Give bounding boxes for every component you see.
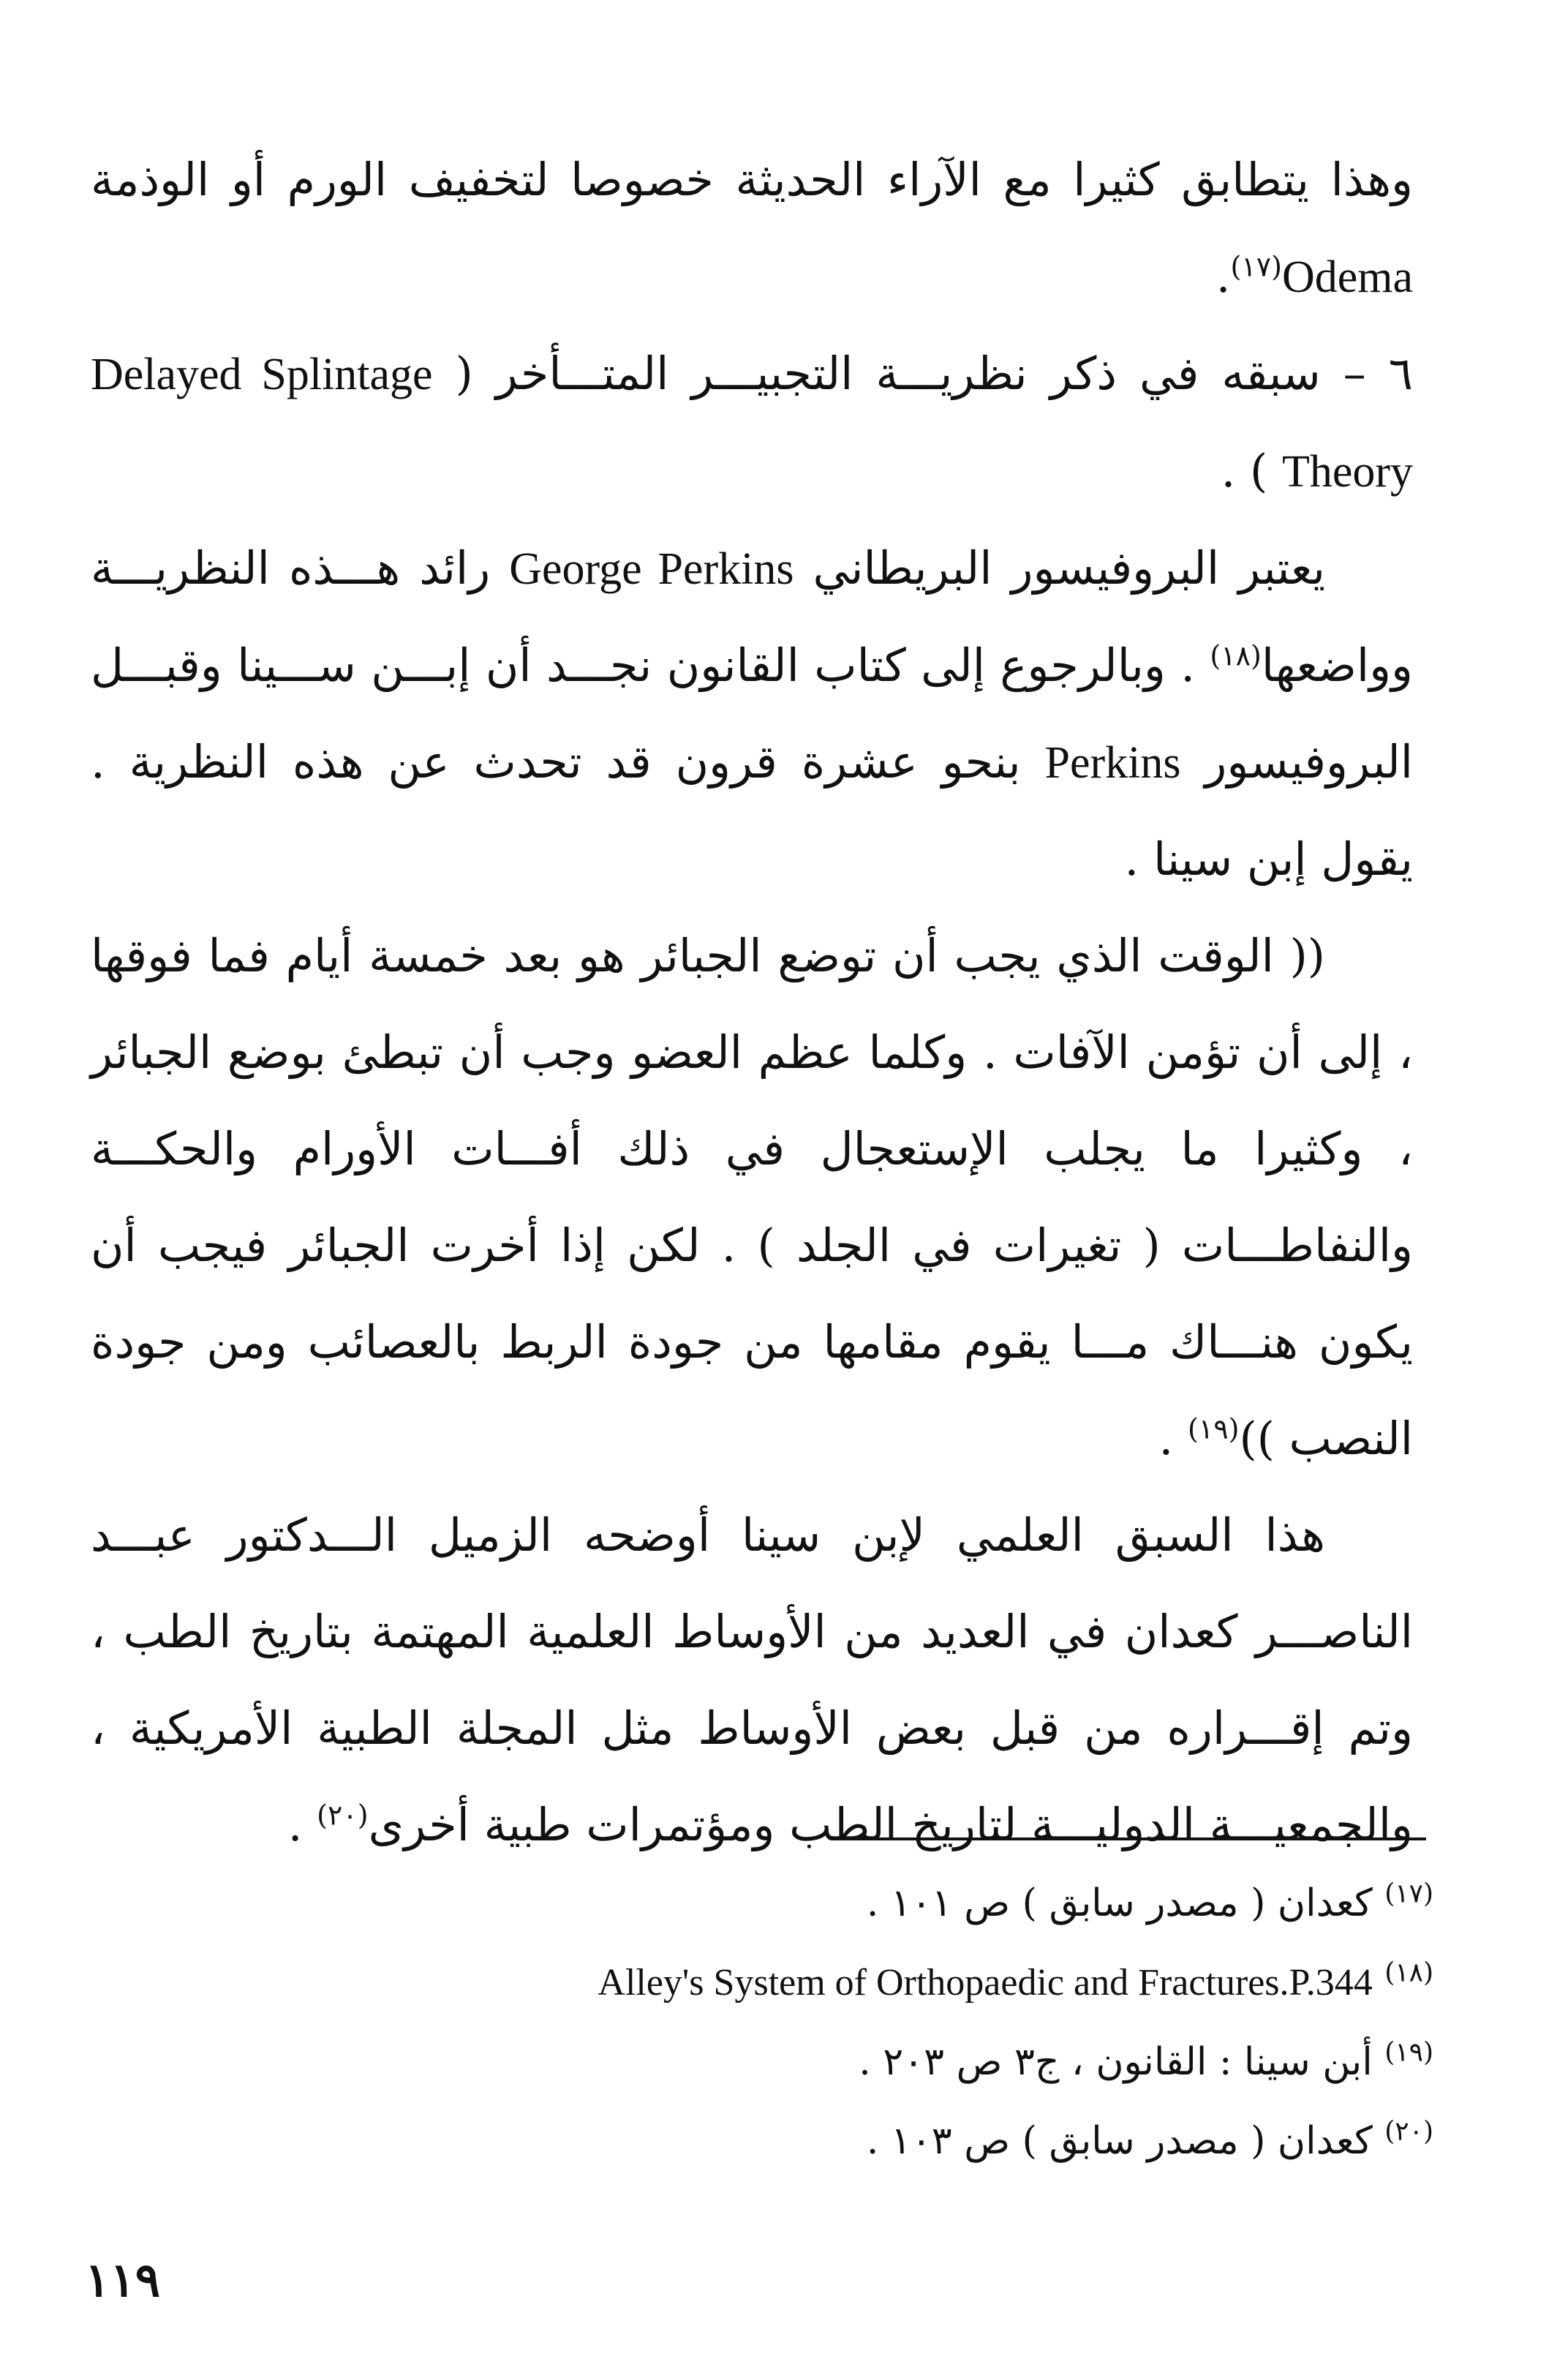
footnote-reference: (١٩) — [1187, 1412, 1240, 1445]
quote-text: (( الوقت الذي يجب أن توضع الجبائر هو بعد خمسة أيام فما فوقها ، إلى أن تؤمن الآفات . وكلما عظم العضو وجب أن تبطئ بوضع الجبائر ، وكثيرا ما يجلب الإستعجال في ذلك أفـــات الأورام والحكـــة والنفاطـــات ( تغيرات في الجلد ) . لكن إذا أخرت الجبائر فيجب أن يكون هنـــاك مـــا يقوم مقامها من جودة الربط بالعصائب ومن جودة النصب )) — [91, 929, 1413, 1465]
page-number: ١١٩ — [85, 2253, 161, 2308]
footnote-20 — [366, 2102, 1433, 2181]
footnotes — [366, 1864, 1433, 2181]
paragraph-text: هذا السبق العلمي لإبن سينا أوضحه الزميل الـــدكتور عبـــد الناصـــر كعدان في العديد من الأوساط العلمية المهتمة بتاريخ الطب ، وتم إقـــراره من قبل بعض الأوساط مثل المجلة الطبية الأمريكية ، والجمعيـــة الدوليـــة لتاريخ الطب ومؤتمرات طبية أخرى — [91, 1508, 1413, 1851]
footnote-text: كعدان ( مصدر سابق ) ص ١٠١ . — [866, 1881, 1373, 1925]
paragraph-quote — [91, 908, 1413, 1487]
paragraph-delayed-splintage — [91, 326, 1413, 520]
paragraph-perkins — [91, 520, 1413, 908]
sentence-end: ) . — [1221, 444, 1282, 497]
body-text — [91, 132, 1413, 1873]
latin-term: George Perkins — [509, 544, 794, 594]
footnote-19 — [366, 2023, 1433, 2102]
footnote-number: (١٧) — [1384, 1878, 1433, 1909]
footnote-17 — [366, 1864, 1433, 1943]
footnote-reference: (٢٠) — [317, 1799, 369, 1832]
sentence-end: . — [287, 1798, 317, 1851]
footnote-text: أبن سينا : القانون ، ج٣ ص ٢٠٣ . — [859, 2040, 1373, 2084]
footnote-number: (١٨) — [1384, 1957, 1433, 1988]
paragraph-text: بنحو عشرة قرون قد تحدث عن هذه النظرية . يقول إبن سينا . — [91, 735, 1413, 886]
paragraph-text: رائد هـــذه النظريـــة وواضعها — [91, 541, 1413, 692]
footnote-text: كعدان ( مصدر سابق ) ص ١٠٣ . — [866, 2119, 1373, 2163]
paragraph-text: وهذا يتطابق كثيرا مع الآراء الحديثة خصوصا لتخفيف الورم أو الوذمة — [91, 153, 1413, 206]
footnote-number: (١٩) — [1384, 2037, 1433, 2068]
paragraph-text: . وبالرجوع إلى كتاب القانون نجـــد أن إبـــن ســـينا وقبـــل البروفيسور — [91, 639, 1413, 789]
footnote-separator — [848, 1837, 1426, 1840]
footnote-number: (٢٠) — [1384, 2116, 1433, 2147]
footnote-text: Alley's System of Orthopaedic and Fractures.P.344 — [598, 1962, 1373, 2004]
paragraph-text: ٦ – سبقه في ذكر نظريـــة التجبيـــر المتـــأخر ( — [432, 347, 1413, 400]
sentence-end: . — [1158, 1412, 1188, 1465]
latin-term: Perkins — [1044, 738, 1181, 788]
paragraph-text: يعتبر البروفيسور البريطاني — [794, 541, 1326, 595]
paragraph-odema — [91, 132, 1413, 326]
footnote-reference: (١٧) — [1230, 250, 1282, 283]
sentence-end: . — [1215, 249, 1231, 303]
paragraph-scientific-precedence — [91, 1487, 1413, 1873]
footnote-18 — [366, 1943, 1433, 2023]
latin-term: Odema — [1281, 252, 1413, 302]
latin-term: Delayed Splintage Theory — [91, 350, 1413, 497]
footnote-reference: (١٨) — [1210, 639, 1262, 672]
